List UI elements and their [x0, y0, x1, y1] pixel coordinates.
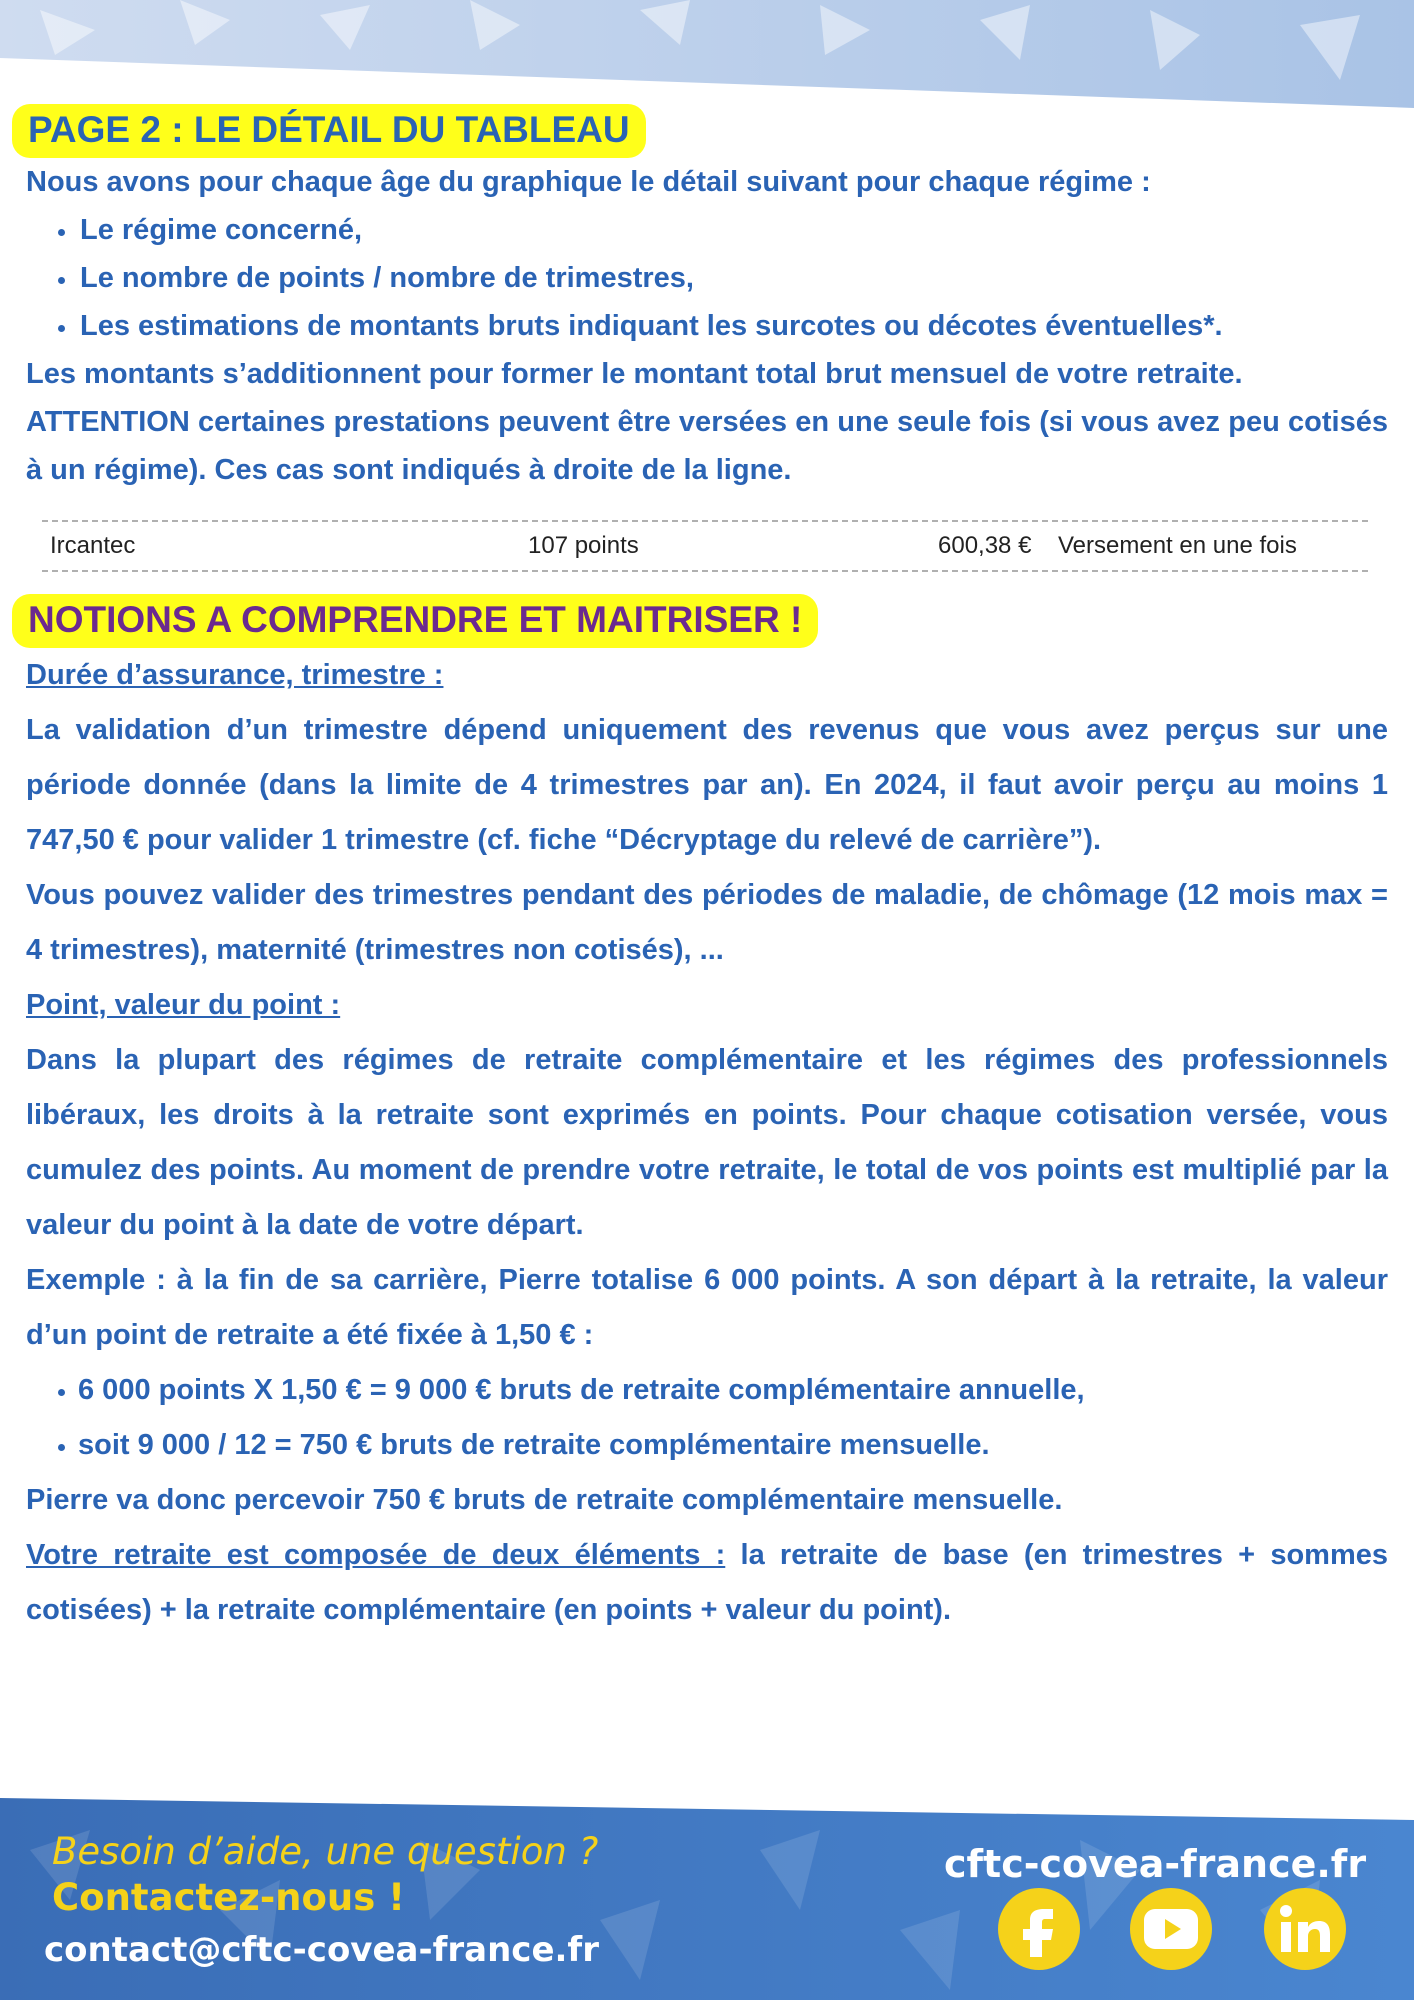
subheading-point: Point, valeur du point :	[26, 989, 341, 1021]
sample-points: 107 points	[528, 532, 639, 559]
section-title-notions: NOTIONS A COMPRENDRE ET MAITRISER !	[12, 594, 818, 648]
footer-email[interactable]: contact@cftc-covea-france.fr	[44, 1930, 599, 1970]
main-content	[26, 104, 1388, 1638]
result-paragraph: Pierre va donc percevoir 750 € bruts de retraite complémentaire mensuelle.	[26, 1484, 1063, 1516]
points-paragraph: Dans la plupart des régimes de retraite complémentaire et les régimes des professionnels libéraux, les droits à la retraite sont exprimés en points. Pour chaque cotisation versée, vous cumulez des points. Au moment de prendre votre retraite, le total de vos points est multiplié par la valeur du point à la date de votre départ.	[26, 1044, 1388, 1241]
sum-paragraph: Les montants s’additionnent pour former le montant total brut mensuel de votre retraite.	[26, 358, 1243, 390]
linkedin-icon[interactable]	[1264, 1888, 1346, 1970]
footer-question: Besoin d’aide, une question ?	[52, 1830, 599, 1873]
footer-website[interactable]: cftc-covea-france.fr	[944, 1842, 1367, 1886]
composition-rest: la retraite de base (en trimestres + sommes cotisées) + la retraite complémentaire (en points + valeur du point).	[26, 1539, 1388, 1626]
sample-table-row	[42, 520, 1368, 572]
intro-text: Nous avons pour chaque âge du graphique le détail suivant pour chaque régime :	[26, 166, 1151, 198]
list-item: • Les estimations de montants bruts indiquant les surcotes ou décotes éventuelles*.	[78, 302, 1388, 350]
facebook-glyph	[1014, 1901, 1064, 1957]
attention-paragraph: ATTENTION certaines prestations peuvent être versées en une seule fois (si vous avez peu cotisés à un régime). Ces cas sont indiqués à droite de la ligne.	[26, 406, 1388, 486]
youtube-icon[interactable]	[1130, 1888, 1212, 1970]
list-item: • 6 000 points X 1,50 € = 9 000 € bruts de retraite complémentaire annuelle,	[78, 1363, 1388, 1418]
linkedin-glyph	[1279, 1904, 1331, 1954]
section-title-detail: PAGE 2 : LE DÉTAIL DU TABLEAU	[12, 104, 646, 158]
composition-paragraph	[26, 1528, 1388, 1638]
example-list	[26, 1363, 1388, 1473]
detail-list	[26, 206, 1388, 350]
top-banner	[0, 0, 1414, 110]
trimestre-paragraph: La validation d’un trimestre dépend uniquement des revenus que vous avez perçus sur une période donnée (dans la limite de 4 trimestres par an). En 2024, il faut avoir perçu au moins 1 747,50 € pour valider 1 trimestre (cf. fiche “Décryptage du relevé de carrière”).	[26, 714, 1388, 856]
subheading-duree: Durée d’assurance, trimestre :	[26, 659, 444, 691]
youtube-glyph	[1143, 1908, 1199, 1950]
example-paragraph: Exemple : à la fin de sa carrière, Pierre totalise 6 000 points. A son départ à la retraite, la valeur d’un point de retraite a été fixée à 1,50 € :	[26, 1264, 1388, 1351]
sample-note: Versement en une fois	[1058, 532, 1297, 559]
sample-amount: 600,38 €	[938, 532, 1032, 559]
list-item: • Le nombre de points / nombre de trimestres,	[78, 254, 1388, 302]
sample-regime: Ircantec	[50, 532, 136, 559]
list-item: • soit 9 000 / 12 = 750 € bruts de retraite complémentaire mensuelle.	[78, 1418, 1388, 1473]
list-item: • Le régime concerné,	[78, 206, 1388, 254]
facebook-icon[interactable]	[998, 1888, 1080, 1970]
composition-underlined: Votre retraite est composée de deux éléments :	[26, 1539, 726, 1571]
validation-paragraph: Vous pouvez valider des trimestres pendant des périodes de maladie, de chômage (12 mois max = 4 trimestres), maternité (trimestres non cotisés), ...	[26, 879, 1388, 966]
footer-contact: Contactez-nous !	[52, 1876, 406, 1919]
